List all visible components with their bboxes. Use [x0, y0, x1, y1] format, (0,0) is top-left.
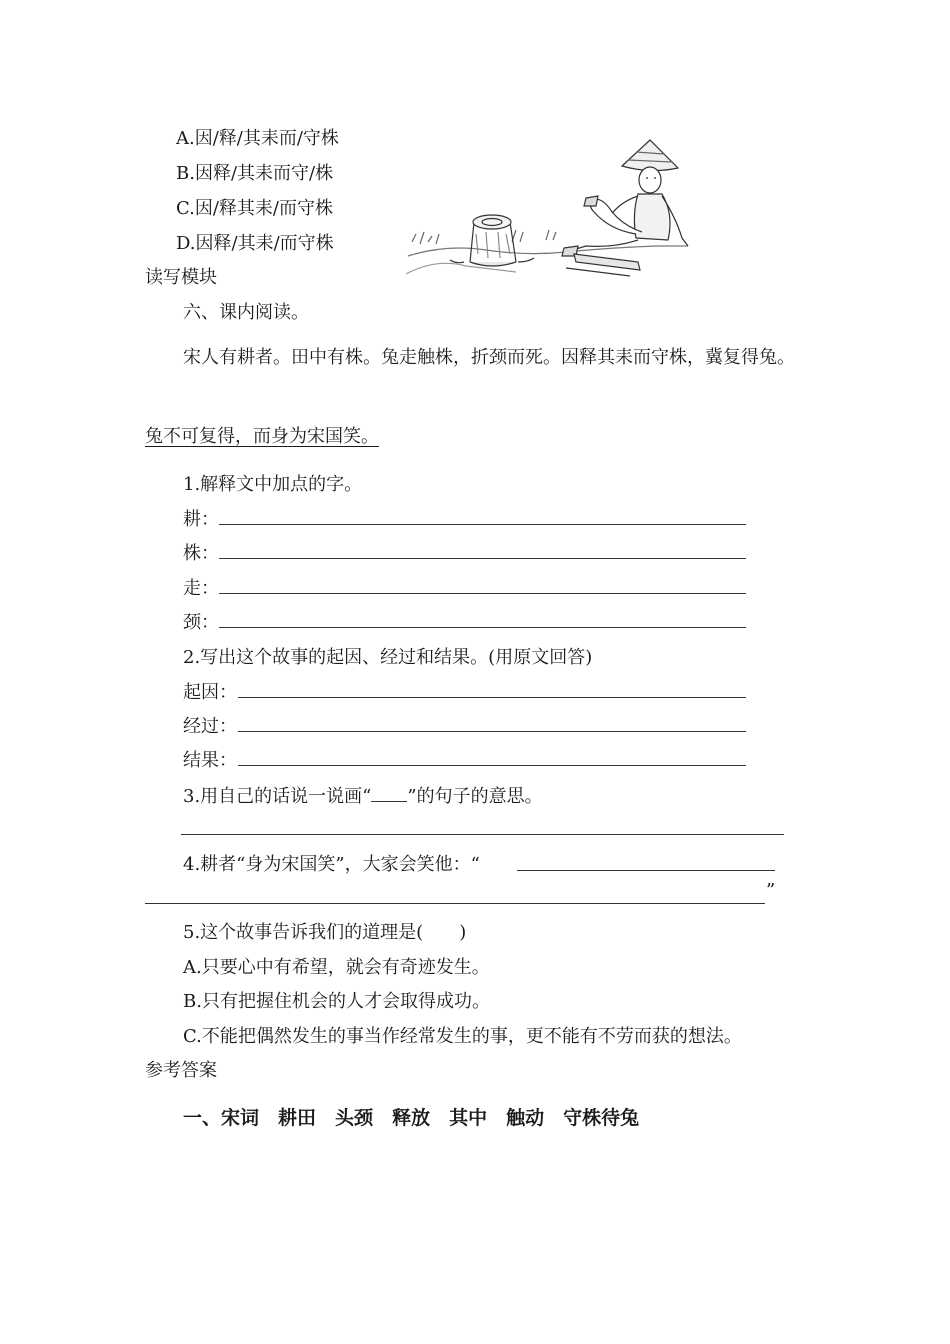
passage-line-2-underlined: 兔不可复得，而身为宋国笑。: [145, 426, 379, 447]
option-a: A.因/释/其耒而/守株: [176, 128, 339, 149]
q1-answer-line-jing[interactable]: [219, 627, 746, 628]
q1-answer-line-zou[interactable]: [219, 593, 746, 594]
answer-1-word: 守株待兔: [563, 1107, 640, 1129]
farmer-stump-illustration: [406, 134, 690, 280]
q1-label-zou: 走：: [183, 578, 219, 599]
q5-option-b: B.只有把握住机会的人才会取得成功。: [183, 991, 490, 1012]
q5-option-a: A.只要心中有希望，就会有奇迹发生。: [183, 957, 490, 978]
q2-label-cause: 起因：: [183, 682, 237, 703]
q5-option-c: C.不能把偶然发生的事当作经常发生的事，更不能有不劳而获的想法。: [183, 1026, 742, 1047]
q2-answer-line-cause[interactable]: [238, 697, 746, 698]
answer-line-1: [183, 1103, 658, 1130]
section-read-write: 读写模块: [145, 267, 217, 288]
q2-answer-line-process[interactable]: [238, 731, 746, 732]
answer-1-word: 触动: [506, 1107, 545, 1129]
q4-close-quote: ”: [766, 880, 776, 901]
q5-prompt: 5.这个故事告诉我们的道理是( ): [183, 922, 467, 943]
answer-1-word: 其中: [449, 1107, 488, 1129]
q2-label-result: 结果：: [183, 750, 237, 771]
q1-answer-line-geng[interactable]: [219, 524, 746, 525]
passage-line-1: 宋人有耕者。田中有株。兔走触株，折颈而死。因释其耒而守株，冀复得兔。: [183, 347, 795, 368]
q1-label-zhu: 株：: [183, 543, 219, 564]
answer-1-word: 释放: [392, 1107, 431, 1129]
answer-1-label: 一、: [183, 1107, 222, 1129]
answer-1-word: 宋词: [221, 1107, 260, 1129]
answer-1-word: 头颈: [335, 1107, 374, 1129]
answer-1-word: 耕田: [278, 1107, 317, 1129]
section6-title: 六、课内阅读。: [183, 302, 309, 323]
q4-prompt: 4.耕者“身为宋国笑”，大家会笑他：“: [183, 854, 480, 875]
q2-answer-line-result[interactable]: [238, 765, 746, 766]
q2-prompt: 2.写出这个故事的起因、经过和结果。(用原文回答): [183, 647, 593, 668]
q4-answer-line-2[interactable]: [145, 903, 765, 904]
q3-answer-line[interactable]: [181, 834, 784, 835]
q2-label-process: 经过：: [183, 716, 237, 737]
q1-label-geng: 耕：: [183, 509, 219, 530]
q3-prompt: [183, 782, 543, 808]
q3-underline-sample: [371, 787, 407, 802]
q3-prompt-before: 3.用自己的话说一说画“: [183, 786, 372, 807]
q1-label-jing: 颈：: [183, 612, 219, 633]
q1-answer-line-zhu[interactable]: [219, 558, 746, 559]
option-d: D.因释/其耒/而守株: [176, 233, 334, 254]
answers-title: 参考答案: [145, 1060, 217, 1081]
option-b: B.因释/其耒而守/株: [176, 163, 334, 184]
q1-prompt: 1.解释文中加点的字。: [183, 474, 363, 495]
q4-answer-line-1[interactable]: [517, 870, 775, 871]
option-c: C.因/释其耒/而守株: [176, 198, 333, 219]
q3-prompt-after: ”的句子的意思。: [407, 786, 543, 807]
